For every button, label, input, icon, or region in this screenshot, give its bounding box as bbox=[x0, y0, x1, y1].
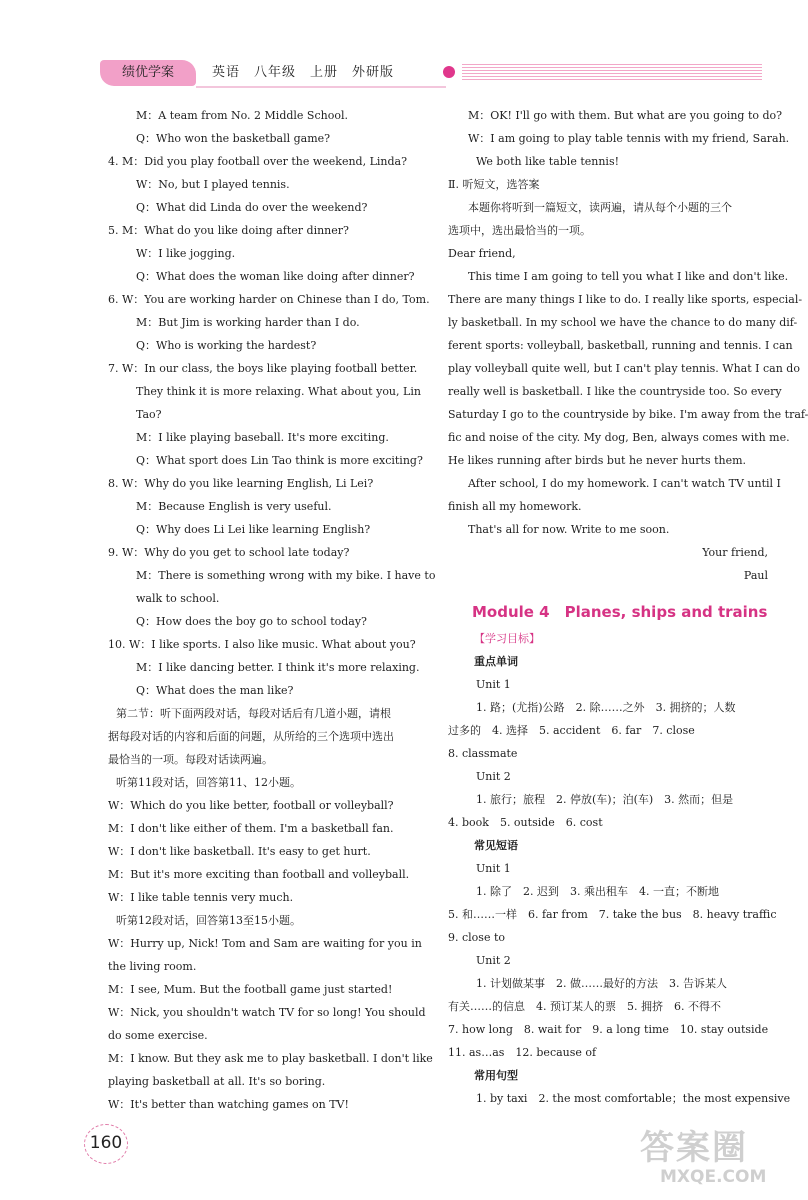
text-line: 1. 路；(尤指)公路 2. 除……之外 3. 拥挤的；人数 bbox=[476, 701, 736, 714]
watermark-logo: 答案圈 bbox=[640, 1128, 748, 1168]
page-header bbox=[0, 56, 806, 92]
text-line: 7. W：In our class, the boys like playing football better. bbox=[108, 362, 418, 375]
unit-label: Unit 1 bbox=[476, 678, 511, 691]
text-line: M：But Jim is working harder than I do. bbox=[136, 316, 360, 329]
study-goal-tag: 【学习目标】 bbox=[474, 632, 540, 645]
page-number-text: 160 bbox=[89, 1133, 123, 1153]
text-line: We both like table tennis! bbox=[476, 155, 620, 168]
text-line: finish all my homework. bbox=[448, 500, 582, 513]
left-column bbox=[108, 104, 436, 1116]
text-line: 5. M：What do you like doing after dinner? bbox=[108, 224, 349, 237]
unit-label: Unit 1 bbox=[476, 862, 511, 875]
watermark bbox=[640, 1130, 800, 1190]
text-line: Q：Who won the basketball game? bbox=[136, 132, 331, 145]
text-line: They think it is more relaxing. What about you, Lin bbox=[136, 385, 421, 398]
text-line: W：It's better than watching games on TV! bbox=[108, 1098, 349, 1111]
text-line: W：Which do you like better, football or volleyball? bbox=[108, 799, 394, 812]
text-line: really well is basketball. I like the countryside too. So every bbox=[448, 385, 782, 398]
right-column bbox=[448, 104, 808, 1110]
text-line: Tao? bbox=[136, 408, 162, 421]
book-series-badge: 绩优学案 bbox=[100, 60, 196, 86]
text-line: M：OK! I'll go with them. But what are you going to do? bbox=[468, 109, 783, 122]
text-line: ferent sports: volleyball, basketball, running and tennis. I can bbox=[448, 339, 793, 352]
text-line: the living room. bbox=[108, 960, 197, 973]
text-line: Q：What sport does Lin Tao think is more exciting? bbox=[136, 454, 423, 467]
text-line: M：Because English is very useful. bbox=[136, 500, 332, 513]
text-line: This time I am going to tell you what I like and don't like. bbox=[468, 270, 789, 283]
text-line: 听第12段对话，回答第13至15小题。 bbox=[116, 914, 301, 927]
page-number bbox=[84, 1124, 128, 1164]
text-line: W：I don't like basketball. It's easy to get hurt. bbox=[108, 845, 371, 858]
text-line: W：I like jogging. bbox=[136, 247, 236, 260]
text-line: 5. 和……一样 6. far from 7. take the bus 8. heavy traffic bbox=[448, 908, 777, 921]
text-line: 8. W：Why do you like learning English, Li Lei? bbox=[108, 477, 374, 490]
text-line: Q：Who is working the hardest? bbox=[136, 339, 317, 352]
module-title: Module 4 Planes, ships and trains bbox=[472, 603, 768, 621]
text-line: do some exercise. bbox=[108, 1029, 208, 1042]
text-line: M：A team from No. 2 Middle School. bbox=[136, 109, 348, 122]
phrases-heading: 常见短语 bbox=[474, 839, 518, 852]
text-line: Your friend, bbox=[702, 546, 768, 559]
text-line: W：No, but I played tennis. bbox=[136, 178, 290, 191]
text-line: Paul bbox=[743, 569, 790, 582]
text-line: 过多的 4. 选择 5. accident 6. far 7. close bbox=[448, 724, 695, 737]
text-line: Q：What does the woman like doing after dinner? bbox=[136, 270, 415, 283]
text-line: W：I like table tennis very much. bbox=[108, 891, 294, 904]
text-line: Q：How does the boy go to school today? bbox=[136, 615, 367, 628]
text-line: 6. W：You are working harder on Chinese than I do, Tom. bbox=[108, 293, 430, 306]
text-line: M：I know. But they ask me to play basketball. I don't like bbox=[108, 1052, 433, 1065]
text-line: fic and noise of the city. My dog, Ben, always comes with me. bbox=[448, 431, 790, 444]
text-line: There are many things I like to do. I really like sports, especial- bbox=[448, 293, 803, 306]
text-line: 有关……的信息 4. 预订某人的票 5. 拥挤 6. 不得不 bbox=[448, 1000, 721, 1013]
text-line: 最恰当的一项。每段对话读两遍。 bbox=[108, 753, 273, 766]
text-line: M：I see, Mum. But the football game just started! bbox=[108, 983, 393, 996]
text-line: 11. as…as 12. because of bbox=[448, 1046, 597, 1059]
text-line: 1. 计划做某事 2. 做……最好的方法 3. 告诉某人 bbox=[476, 977, 727, 990]
text-line: Dear friend, bbox=[448, 247, 516, 260]
unit-label: Unit 2 bbox=[476, 954, 511, 967]
text-line: Saturday I go to the countryside by bike. I'm away from the traf- bbox=[448, 408, 808, 421]
text-line: 8. classmate bbox=[448, 747, 518, 760]
text-line: W：Nick, you shouldn't watch TV for so long! You should bbox=[108, 1006, 426, 1019]
header-underline bbox=[196, 86, 446, 88]
text-line: 7. how long 8. wait for 9. a long time 10. stay outside bbox=[448, 1023, 769, 1036]
text-line: 本题你将听到一篇短文，读两遍，请从每个小题的三个 bbox=[468, 201, 732, 214]
header-dot-icon bbox=[443, 66, 455, 78]
text-line: W：Hurry up, Nick! Tom and Sam are waiting for you in bbox=[108, 937, 422, 950]
text-line: playing basketball at all. It's so boring. bbox=[108, 1075, 326, 1088]
text-line: M：I like playing baseball. It's more exciting. bbox=[136, 431, 389, 444]
text-line: Q：What did Linda do over the weekend? bbox=[136, 201, 368, 214]
text-line: play volleyball quite well, but I can't play tennis. What I can do bbox=[448, 362, 800, 375]
watermark-url: MXQE.COM bbox=[660, 1167, 767, 1187]
text-line: M：But it's more exciting than football and volleyball. bbox=[108, 868, 410, 881]
sentences-heading: 常用句型 bbox=[474, 1069, 518, 1082]
text-line: 据每段对话的内容和后面的问题，从所给的三个选项中选出 bbox=[108, 730, 394, 743]
header-stripes bbox=[462, 64, 762, 80]
text-line: walk to school. bbox=[136, 592, 220, 605]
text-line: W：I am going to play table tennis with my friend, Sarah. bbox=[468, 132, 790, 145]
text-line: 4. book 5. outside 6. cost bbox=[448, 816, 603, 829]
text-line: 第二节：听下面两段对话，每段对话后有几道小题，请根 bbox=[116, 707, 391, 720]
text-line: Q：Why does Li Lei like learning English? bbox=[136, 523, 371, 536]
text-line: M：There is something wrong with my bike. I have to bbox=[136, 569, 436, 582]
text-line: 1. 除了 2. 迟到 3. 乘出租车 4. 一直；不断地 bbox=[476, 885, 719, 898]
key-words-heading: 重点单词 bbox=[474, 655, 518, 668]
text-line: 1. by taxi 2. the most comfortable；the most expensive bbox=[476, 1092, 791, 1105]
text-line: 9. W：Why do you get to school late today? bbox=[108, 546, 350, 559]
text-line: That's all for now. Write to me soon. bbox=[468, 523, 670, 536]
subject-label: 英语 八年级 上册 外研版 bbox=[212, 65, 395, 80]
text-line: M：I like dancing better. I think it's more relaxing. bbox=[136, 661, 420, 674]
text-line: 10. W：I like sports. I also like music. What about you? bbox=[108, 638, 416, 651]
text-line: 1. 旅行；旅程 2. 停放(车)；泊(车) 3. 然而；但是 bbox=[476, 793, 734, 806]
text-line: Q：What does the man like? bbox=[136, 684, 294, 697]
text-line: M：I don't like either of them. I'm a basketball fan. bbox=[108, 822, 394, 835]
right-top-text bbox=[448, 104, 808, 587]
text-line: After school, I do my homework. I can't watch TV until I bbox=[468, 477, 781, 490]
text-line: 听第11段对话，回答第11、12小题。 bbox=[116, 776, 301, 789]
unit-label: Unit 2 bbox=[476, 770, 511, 783]
text-line: He likes running after birds but he never hurts them. bbox=[448, 454, 747, 467]
text-line: 9. close to bbox=[448, 931, 505, 944]
text-line: Ⅱ. 听短文，选答案 bbox=[448, 178, 540, 191]
text-line: ly basketball. In my school we have the chance to do many dif- bbox=[448, 316, 798, 329]
text-line: 选项中，选出最恰当的一项。 bbox=[448, 224, 591, 237]
text-line: 4. M：Did you play football over the weekend, Linda? bbox=[108, 155, 407, 168]
